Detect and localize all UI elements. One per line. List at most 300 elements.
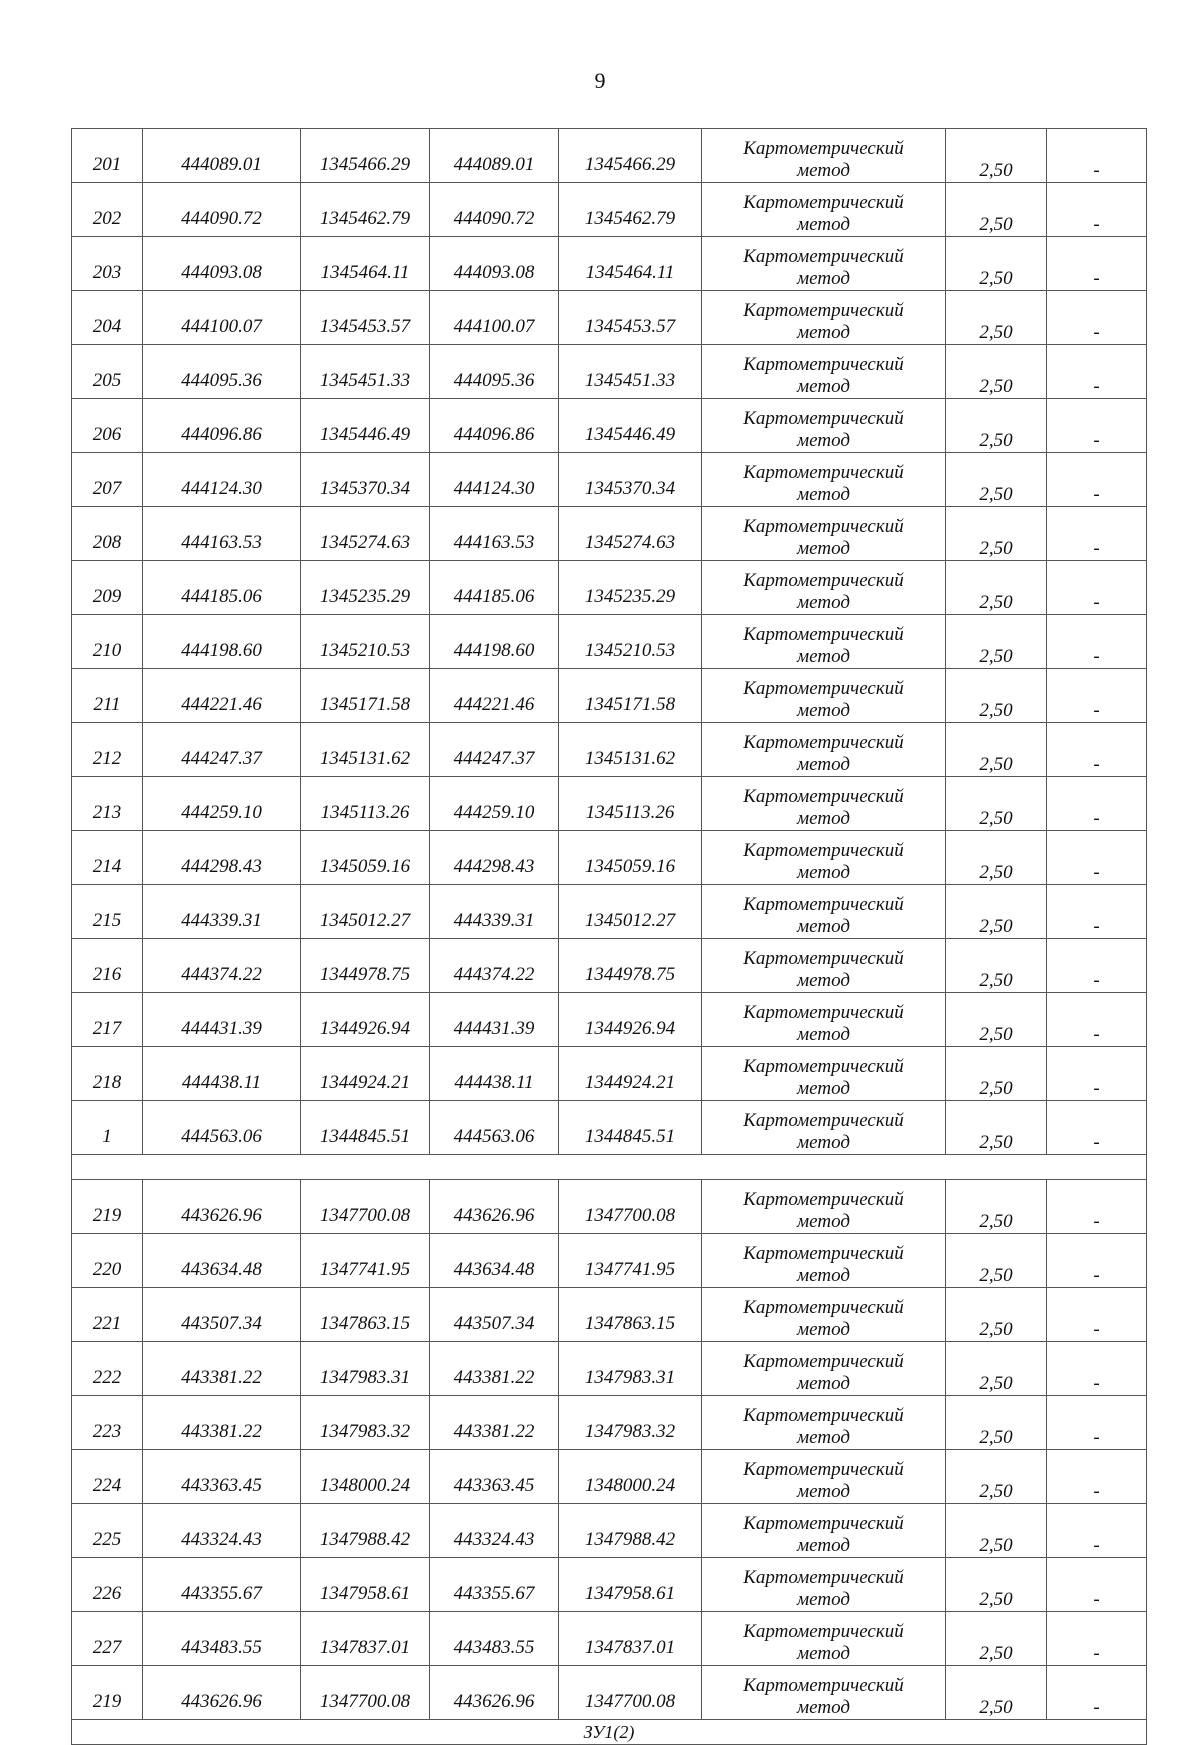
table-row <box>72 885 1147 939</box>
method-line-2: метод <box>797 538 850 559</box>
x-coordinate-new: 443507.34 <box>430 1288 559 1342</box>
y-coordinate-new: 1348000.24 <box>559 1450 702 1504</box>
x-coordinate: 444185.06 <box>143 561 301 615</box>
method-line-2: метод <box>797 430 850 451</box>
table-row <box>72 777 1147 831</box>
x-coordinate: 444095.36 <box>143 345 301 399</box>
method-cell <box>702 939 946 993</box>
x-coordinate: 444563.06 <box>143 1101 301 1155</box>
y-coordinate: 1345466.29 <box>301 129 430 183</box>
point-number: 203 <box>72 237 143 291</box>
table-row <box>72 1666 1147 1720</box>
x-coordinate: 444339.31 <box>143 885 301 939</box>
x-coordinate: 444374.22 <box>143 939 301 993</box>
x-coordinate: 444163.53 <box>143 507 301 561</box>
x-coordinate-new: 444221.46 <box>430 669 559 723</box>
method-line-1: Картометрический <box>743 1567 904 1588</box>
accuracy-value: 2,50 <box>946 129 1047 183</box>
point-number: 204 <box>72 291 143 345</box>
note-value: - <box>1047 1558 1147 1612</box>
method-cell <box>702 561 946 615</box>
note-value: - <box>1047 1288 1147 1342</box>
method-line-1: Картометрический <box>743 1243 904 1264</box>
separator-cell <box>72 1155 1147 1180</box>
note-value: - <box>1047 129 1147 183</box>
method-line-1: Картометрический <box>743 1002 904 1023</box>
y-coordinate-new: 1345131.62 <box>559 723 702 777</box>
y-coordinate-new: 1345235.29 <box>559 561 702 615</box>
method-line-2: метод <box>797 268 850 289</box>
x-coordinate: 444198.60 <box>143 615 301 669</box>
method-cell <box>702 885 946 939</box>
y-coordinate: 1345059.16 <box>301 831 430 885</box>
note-value: - <box>1047 1612 1147 1666</box>
x-coordinate: 444221.46 <box>143 669 301 723</box>
y-coordinate: 1345274.63 <box>301 507 430 561</box>
table-row <box>72 183 1147 237</box>
x-coordinate: 444259.10 <box>143 777 301 831</box>
x-coordinate-new: 444095.36 <box>430 345 559 399</box>
y-coordinate: 1345464.11 <box>301 237 430 291</box>
note-value: - <box>1047 1047 1147 1101</box>
y-coordinate: 1347837.01 <box>301 1612 430 1666</box>
method-line-2: метод <box>797 808 850 829</box>
y-coordinate-new: 1347983.32 <box>559 1396 702 1450</box>
note-value: - <box>1047 777 1147 831</box>
table-row <box>72 831 1147 885</box>
table-row <box>72 507 1147 561</box>
x-coordinate-new: 443324.43 <box>430 1504 559 1558</box>
method-cell <box>702 345 946 399</box>
method-line-2: метод <box>797 1319 850 1340</box>
coordinates-table <box>71 128 1147 1745</box>
y-coordinate-new: 1345446.49 <box>559 399 702 453</box>
accuracy-value: 2,50 <box>946 615 1047 669</box>
accuracy-value: 2,50 <box>946 723 1047 777</box>
y-coordinate: 1345235.29 <box>301 561 430 615</box>
x-coordinate-new: 444100.07 <box>430 291 559 345</box>
method-cell <box>702 1234 946 1288</box>
point-number: 225 <box>72 1504 143 1558</box>
y-coordinate-new: 1345462.79 <box>559 183 702 237</box>
accuracy-value: 2,50 <box>946 1047 1047 1101</box>
point-number: 208 <box>72 507 143 561</box>
x-coordinate-new: 444096.86 <box>430 399 559 453</box>
method-cell <box>702 1504 946 1558</box>
x-coordinate-new: 444298.43 <box>430 831 559 885</box>
y-coordinate: 1347958.61 <box>301 1558 430 1612</box>
y-coordinate: 1344978.75 <box>301 939 430 993</box>
table-row <box>72 1234 1147 1288</box>
method-line-1: Картометрический <box>743 1297 904 1318</box>
point-number: 217 <box>72 993 143 1047</box>
accuracy-value: 2,50 <box>946 1612 1047 1666</box>
method-cell <box>702 1396 946 1450</box>
table-row <box>72 1450 1147 1504</box>
separator-row <box>72 1155 1147 1180</box>
y-coordinate-new: 1345464.11 <box>559 237 702 291</box>
point-number: 214 <box>72 831 143 885</box>
method-line-1: Картометрический <box>743 1675 904 1696</box>
point-number: 211 <box>72 669 143 723</box>
accuracy-value: 2,50 <box>946 1450 1047 1504</box>
x-coordinate: 444247.37 <box>143 723 301 777</box>
method-line-1: Картометрический <box>743 786 904 807</box>
x-coordinate-new: 443634.48 <box>430 1234 559 1288</box>
note-value: - <box>1047 237 1147 291</box>
accuracy-value: 2,50 <box>946 1342 1047 1396</box>
method-line-2: метод <box>797 1697 850 1718</box>
y-coordinate-new: 1344978.75 <box>559 939 702 993</box>
method-line-1: Картометрический <box>743 354 904 375</box>
note-value: - <box>1047 453 1147 507</box>
note-value: - <box>1047 1101 1147 1155</box>
point-number: 210 <box>72 615 143 669</box>
x-coordinate: 443381.22 <box>143 1342 301 1396</box>
y-coordinate: 1347983.32 <box>301 1396 430 1450</box>
note-value: - <box>1047 669 1147 723</box>
table-row <box>72 237 1147 291</box>
method-line-1: Картометрический <box>743 1459 904 1480</box>
y-coordinate-new: 1347988.42 <box>559 1504 702 1558</box>
y-coordinate-new: 1345171.58 <box>559 669 702 723</box>
accuracy-value: 2,50 <box>946 939 1047 993</box>
accuracy-value: 2,50 <box>946 1558 1047 1612</box>
y-coordinate: 1348000.24 <box>301 1450 430 1504</box>
method-line-1: Картометрический <box>743 462 904 483</box>
method-line-2: метод <box>797 916 850 937</box>
point-number: 213 <box>72 777 143 831</box>
method-line-2: метод <box>797 862 850 883</box>
method-line-1: Картометрический <box>743 408 904 429</box>
accuracy-value: 2,50 <box>946 1234 1047 1288</box>
method-line-1: Картометрический <box>743 570 904 591</box>
table-row <box>72 723 1147 777</box>
method-line-1: Картометрический <box>743 138 904 159</box>
y-coordinate: 1345210.53 <box>301 615 430 669</box>
method-cell <box>702 615 946 669</box>
x-coordinate-new: 443363.45 <box>430 1450 559 1504</box>
y-coordinate: 1345131.62 <box>301 723 430 777</box>
table-row <box>72 993 1147 1047</box>
y-coordinate: 1345446.49 <box>301 399 430 453</box>
x-coordinate: 444093.08 <box>143 237 301 291</box>
y-coordinate-new: 1344926.94 <box>559 993 702 1047</box>
x-coordinate: 443626.96 <box>143 1666 301 1720</box>
point-number: 219 <box>72 1666 143 1720</box>
note-value: - <box>1047 183 1147 237</box>
accuracy-value: 2,50 <box>946 1666 1047 1720</box>
note-value: - <box>1047 291 1147 345</box>
x-coordinate-new: 444374.22 <box>430 939 559 993</box>
point-number: 1 <box>72 1101 143 1155</box>
table-row <box>72 345 1147 399</box>
y-coordinate: 1345451.33 <box>301 345 430 399</box>
method-line-1: Картометрический <box>743 1405 904 1426</box>
y-coordinate-new: 1345059.16 <box>559 831 702 885</box>
page-number: 9 <box>594 68 606 93</box>
x-coordinate-new: 444090.72 <box>430 183 559 237</box>
method-cell <box>702 723 946 777</box>
method-cell <box>702 399 946 453</box>
note-value: - <box>1047 939 1147 993</box>
x-coordinate-new: 444093.08 <box>430 237 559 291</box>
method-cell <box>702 1101 946 1155</box>
table-row <box>72 669 1147 723</box>
y-coordinate-new: 1344924.21 <box>559 1047 702 1101</box>
accuracy-value: 2,50 <box>946 777 1047 831</box>
method-line-2: метод <box>797 970 850 991</box>
x-coordinate: 443507.34 <box>143 1288 301 1342</box>
y-coordinate: 1344845.51 <box>301 1101 430 1155</box>
y-coordinate-new: 1345466.29 <box>559 129 702 183</box>
table-row <box>72 399 1147 453</box>
accuracy-value: 2,50 <box>946 237 1047 291</box>
accuracy-value: 2,50 <box>946 669 1047 723</box>
note-value: - <box>1047 399 1147 453</box>
y-coordinate: 1345113.26 <box>301 777 430 831</box>
point-number: 220 <box>72 1234 143 1288</box>
note-value: - <box>1047 345 1147 399</box>
method-cell <box>702 1047 946 1101</box>
x-coordinate: 443363.45 <box>143 1450 301 1504</box>
y-coordinate-new: 1347958.61 <box>559 1558 702 1612</box>
method-line-1: Картометрический <box>743 516 904 537</box>
x-coordinate: 443381.22 <box>143 1396 301 1450</box>
x-coordinate: 444431.39 <box>143 993 301 1047</box>
method-line-1: Картометрический <box>743 1621 904 1642</box>
method-cell <box>702 669 946 723</box>
x-coordinate-new: 443626.96 <box>430 1180 559 1234</box>
x-coordinate-new: 444124.30 <box>430 453 559 507</box>
method-line-2: метод <box>797 1024 850 1045</box>
note-value: - <box>1047 1180 1147 1234</box>
x-coordinate-new: 444259.10 <box>430 777 559 831</box>
table-row <box>72 1396 1147 1450</box>
x-coordinate-new: 444163.53 <box>430 507 559 561</box>
y-coordinate: 1345462.79 <box>301 183 430 237</box>
point-number: 222 <box>72 1342 143 1396</box>
y-coordinate: 1345453.57 <box>301 291 430 345</box>
x-coordinate-new: 443381.22 <box>430 1396 559 1450</box>
method-cell <box>702 1612 946 1666</box>
point-number: 221 <box>72 1288 143 1342</box>
table-row <box>72 615 1147 669</box>
y-coordinate: 1347988.42 <box>301 1504 430 1558</box>
method-line-1: Картометрический <box>743 1351 904 1372</box>
x-coordinate: 444124.30 <box>143 453 301 507</box>
point-number: 212 <box>72 723 143 777</box>
y-coordinate: 1347983.31 <box>301 1342 430 1396</box>
point-number: 207 <box>72 453 143 507</box>
x-coordinate: 443626.96 <box>143 1180 301 1234</box>
y-coordinate: 1347700.08 <box>301 1180 430 1234</box>
x-coordinate-new: 443381.22 <box>430 1342 559 1396</box>
parcel-label: ЗУ1(2) <box>72 1720 1147 1745</box>
x-coordinate-new: 443355.67 <box>430 1558 559 1612</box>
table-row <box>72 939 1147 993</box>
point-number: 202 <box>72 183 143 237</box>
accuracy-value: 2,50 <box>946 1288 1047 1342</box>
point-number: 223 <box>72 1396 143 1450</box>
note-value: - <box>1047 993 1147 1047</box>
point-number: 201 <box>72 129 143 183</box>
x-coordinate-new: 444339.31 <box>430 885 559 939</box>
method-line-1: Картометрический <box>743 192 904 213</box>
method-line-1: Картометрический <box>743 840 904 861</box>
method-line-2: метод <box>797 1427 850 1448</box>
point-number: 216 <box>72 939 143 993</box>
method-line-1: Картометрический <box>743 624 904 645</box>
y-coordinate-new: 1345012.27 <box>559 885 702 939</box>
note-value: - <box>1047 831 1147 885</box>
x-coordinate: 443483.55 <box>143 1612 301 1666</box>
y-coordinate-new: 1347983.31 <box>559 1342 702 1396</box>
y-coordinate-new: 1344845.51 <box>559 1101 702 1155</box>
point-number: 219 <box>72 1180 143 1234</box>
note-value: - <box>1047 1396 1147 1450</box>
y-coordinate-new: 1345451.33 <box>559 345 702 399</box>
y-coordinate-new: 1345453.57 <box>559 291 702 345</box>
y-coordinate-new: 1347863.15 <box>559 1288 702 1342</box>
x-coordinate: 444100.07 <box>143 291 301 345</box>
accuracy-value: 2,50 <box>946 885 1047 939</box>
y-coordinate: 1345171.58 <box>301 669 430 723</box>
footer-row <box>72 1720 1147 1745</box>
point-number: 205 <box>72 345 143 399</box>
x-coordinate-new: 444563.06 <box>430 1101 559 1155</box>
accuracy-value: 2,50 <box>946 183 1047 237</box>
point-number: 218 <box>72 1047 143 1101</box>
x-coordinate-new: 444198.60 <box>430 615 559 669</box>
y-coordinate: 1345012.27 <box>301 885 430 939</box>
method-cell <box>702 1180 946 1234</box>
y-coordinate-new: 1345113.26 <box>559 777 702 831</box>
point-number: 209 <box>72 561 143 615</box>
table-row <box>72 561 1147 615</box>
table-row <box>72 1047 1147 1101</box>
method-line-2: метод <box>797 1132 850 1153</box>
accuracy-value: 2,50 <box>946 1180 1047 1234</box>
method-line-1: Картометрический <box>743 732 904 753</box>
accuracy-value: 2,50 <box>946 453 1047 507</box>
method-line-1: Картометрический <box>743 948 904 969</box>
method-cell <box>702 1450 946 1504</box>
method-line-1: Картометрический <box>743 894 904 915</box>
y-coordinate: 1345370.34 <box>301 453 430 507</box>
y-coordinate: 1347863.15 <box>301 1288 430 1342</box>
x-coordinate: 444438.11 <box>143 1047 301 1101</box>
method-line-1: Картометрический <box>743 300 904 321</box>
accuracy-value: 2,50 <box>946 399 1047 453</box>
table-row <box>72 1342 1147 1396</box>
method-line-2: метод <box>797 160 850 181</box>
y-coordinate-new: 1347741.95 <box>559 1234 702 1288</box>
table-row <box>72 291 1147 345</box>
method-line-2: метод <box>797 1078 850 1099</box>
method-line-2: метод <box>797 214 850 235</box>
note-value: - <box>1047 1450 1147 1504</box>
method-line-2: метод <box>797 1265 850 1286</box>
method-cell <box>702 777 946 831</box>
method-cell <box>702 183 946 237</box>
method-cell <box>702 1288 946 1342</box>
method-line-1: Картометрический <box>743 1513 904 1534</box>
note-value: - <box>1047 723 1147 777</box>
method-cell <box>702 1342 946 1396</box>
note-value: - <box>1047 885 1147 939</box>
method-cell <box>702 1666 946 1720</box>
method-line-2: метод <box>797 592 850 613</box>
x-coordinate: 444096.86 <box>143 399 301 453</box>
table-row <box>72 1180 1147 1234</box>
method-cell <box>702 831 946 885</box>
y-coordinate: 1347700.08 <box>301 1666 430 1720</box>
method-line-2: метод <box>797 376 850 397</box>
point-number: 206 <box>72 399 143 453</box>
method-cell <box>702 453 946 507</box>
table-row <box>72 1288 1147 1342</box>
accuracy-value: 2,50 <box>946 561 1047 615</box>
method-cell <box>702 129 946 183</box>
note-value: - <box>1047 1666 1147 1720</box>
accuracy-value: 2,50 <box>946 291 1047 345</box>
method-line-1: Картометрический <box>743 246 904 267</box>
note-value: - <box>1047 507 1147 561</box>
method-line-1: Картометрический <box>743 1110 904 1131</box>
table-row <box>72 1504 1147 1558</box>
note-value: - <box>1047 1342 1147 1396</box>
table-row <box>72 453 1147 507</box>
y-coordinate-new: 1345210.53 <box>559 615 702 669</box>
point-number: 215 <box>72 885 143 939</box>
y-coordinate-new: 1345370.34 <box>559 453 702 507</box>
accuracy-value: 2,50 <box>946 345 1047 399</box>
x-coordinate-new: 444247.37 <box>430 723 559 777</box>
method-line-2: метод <box>797 484 850 505</box>
y-coordinate: 1347741.95 <box>301 1234 430 1288</box>
method-line-2: метод <box>797 322 850 343</box>
x-coordinate: 444298.43 <box>143 831 301 885</box>
accuracy-value: 2,50 <box>946 831 1047 885</box>
x-coordinate-new: 444089.01 <box>430 129 559 183</box>
table-row <box>72 1612 1147 1666</box>
note-value: - <box>1047 615 1147 669</box>
method-cell <box>702 1558 946 1612</box>
accuracy-value: 2,50 <box>946 1396 1047 1450</box>
method-line-2: метод <box>797 1643 850 1664</box>
y-coordinate: 1344924.21 <box>301 1047 430 1101</box>
y-coordinate-new: 1347700.08 <box>559 1180 702 1234</box>
x-coordinate: 444090.72 <box>143 183 301 237</box>
x-coordinate: 443324.43 <box>143 1504 301 1558</box>
method-line-2: метод <box>797 1589 850 1610</box>
method-line-2: метод <box>797 1211 850 1232</box>
accuracy-value: 2,50 <box>946 993 1047 1047</box>
method-cell <box>702 291 946 345</box>
y-coordinate: 1344926.94 <box>301 993 430 1047</box>
table-row <box>72 1101 1147 1155</box>
x-coordinate-new: 444438.11 <box>430 1047 559 1101</box>
table-row <box>72 129 1147 183</box>
method-cell <box>702 237 946 291</box>
x-coordinate-new: 444185.06 <box>430 561 559 615</box>
x-coordinate: 443634.48 <box>143 1234 301 1288</box>
note-value: - <box>1047 1234 1147 1288</box>
x-coordinate-new: 443626.96 <box>430 1666 559 1720</box>
y-coordinate-new: 1347837.01 <box>559 1612 702 1666</box>
accuracy-value: 2,50 <box>946 1101 1047 1155</box>
